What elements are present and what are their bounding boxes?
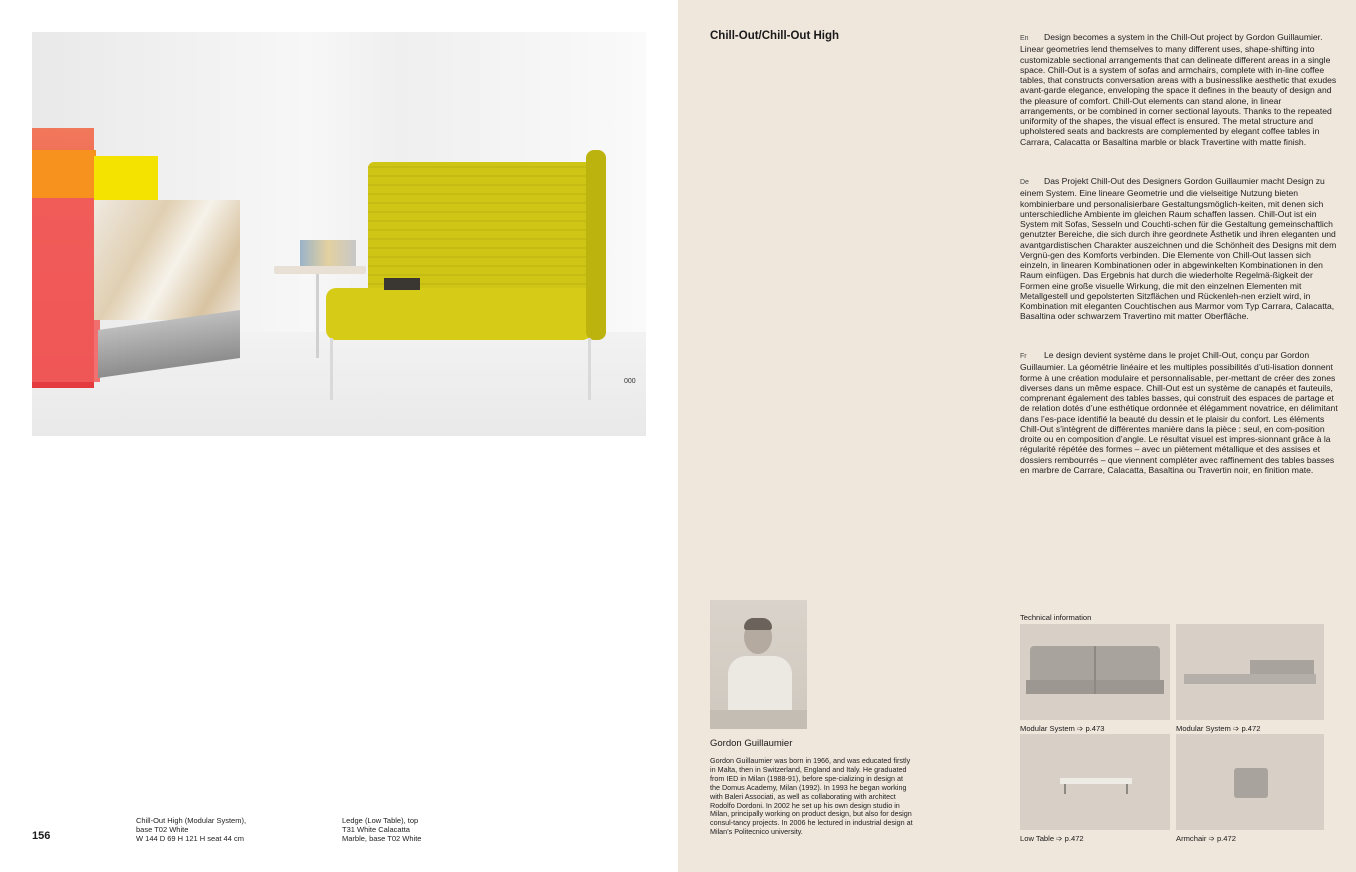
- designer-name: Gordon Guillaumier: [710, 738, 793, 749]
- table-top-shape: [1060, 778, 1132, 784]
- caption-line: Chill-Out High (Modular System),: [136, 816, 247, 825]
- sofa-leg: [588, 338, 591, 400]
- yellow-glass-panel: [94, 156, 158, 200]
- thumb-modular-high[interactable]: [1020, 624, 1170, 720]
- side-table-leg: [316, 274, 319, 358]
- thumb-label[interactable]: Modular System ➩ p.472: [1176, 724, 1261, 733]
- page-number: 156: [32, 830, 51, 842]
- marble-panel: [94, 200, 240, 320]
- designer-portrait: [710, 600, 807, 729]
- thumb-low-table[interactable]: [1020, 734, 1170, 830]
- body-text: Design becomes a system in the Chill-Out project by Gordon Guillaumier. Linear geometries lend themselves to many different uses, shape-shifting into customizable sectional arrangements that can delineate different areas in a single space. Chill-Out is a system of sofas and armchairs, complete with in-line coffee tables, that constructs conversation areas with a businesslike aesthetic that exudes avant-garde elegance, enveloping the space it defines in the beauty of design and the pleasure of comfort. Chill-Out elements can stand alone, in linear arrangements, or be combined in corner sectional layouts. Thanks to the repeated uniformity of the shapes, the visual effect is ensured. The metal structure and upholstered seats and backrests are complemented by elegant coffee tables in Carrara, Calacatta or Basaltina marble or black Travertine with matte finish.: [1020, 32, 1337, 147]
- language-tag: Fr: [1020, 353, 1027, 360]
- caption-line: Marble, base T02 White: [342, 834, 422, 843]
- text-english: [1020, 32, 1338, 147]
- table-leg-shape: [1126, 784, 1128, 794]
- thumb-label[interactable]: Low Table ➩ p.472: [1020, 834, 1084, 843]
- designer-bio: Gordon Guillaumier was born in 1966, and was educated firstly in Malta, then in Switzerland, England and Italy. He graduated from IED in Milan (1988-91), before spe-cializing in design at the Domus Academy, Milan (1992). In 1993 he began working with Baleri Associati, as well as collaborating with architect Rodolfo Dordoni. In 2002 he set up his own design studio in Milan, principally working on product design, but also for design consul-tancy projects. In 2006 he lectured in industrial design at Milan’s Politecnico university.: [710, 756, 913, 837]
- armchair-shape: [1234, 768, 1268, 798]
- caption-line: T31 White Calacatta: [342, 825, 410, 834]
- thumb-label[interactable]: Modular System ➩ p.473: [1020, 724, 1105, 733]
- caption-table: [342, 816, 421, 843]
- caption-line: base T02 White: [136, 825, 189, 834]
- product-title: Chill-Out/Chill-Out High: [710, 30, 840, 42]
- body-text: Das Projekt Chill-Out des Designers Gordon Guillaumier macht Design zu einem System. Eine lineare Geometrie und die vielseitige Nutzung bieten kombinierbare und personalisierbare Gestaltungsmöglich-keiten, mit denen sich unterschiedliche Ambiente im gleichen Raum schaffen lassen. Chill-Out ist ein System mit Sofas, Sesseln und Couchti-schen für die Gestaltung gemeinschaftlich genutzter Bereiche, die sich durch ihre geordnete Ästhetik und ihren eleganten und avantgardistischen Charakter auszeichnen und die Schönheit des Designs mit dem Vergnü-gen des Komforts verbinden. Die Elemente von Chill-Out lassen sich einzeln, in linearen Kombinationen oder in abgewinkelten Kombinationen in den Raum einfügen. Das Ergebnis hat durch die wiederholte Regelmä-ßigkeit der Formen eine große visuelle Wirkung, die mit den einzelnen Elementen mit Metallgestell und gepolsterten Sitzflächen und Rückenleh-nen erzielt wird, in Kombination mit eleganten Couchtischen aus Marmor vom Typ Carrara, Calacatta, Basaltina oder schwarzem Travertino mit matter Oberfläche.: [1020, 176, 1337, 322]
- sofa-seat: [326, 288, 592, 340]
- portrait-hair: [744, 618, 772, 630]
- sofa-divider-shape: [1094, 646, 1096, 694]
- portrait-body: [728, 656, 792, 716]
- thumb-armchair[interactable]: [1176, 734, 1324, 830]
- language-tag: En: [1020, 35, 1029, 42]
- box-on-sofa: [384, 278, 420, 290]
- product-photo: [32, 32, 646, 436]
- language-tag: De: [1020, 179, 1029, 186]
- side-table-top: [274, 266, 366, 274]
- body-text: Le design devient système dans le projet Chill-Out, conçu par Gordon Guillaumier. La géométrie linéaire et les multiples possibilités d’uti-lisation donnent forme à une création modulaire et personnalisable, per-mettant de créer des zones diverses dans un même espace. Chill-Out est un système de canapés et fauteuils, comprenant également des tables basses, qui construit des espaces de partage et de relation dotés d’une esthétique ordonnée et élégamment novatrice, en délimitant dans l’es-pace identifié la beauté du dessin et le plaisir du confort. Les éléments Chill-Out s’intègrent de différentes manière dans la pièce : seul, en com-position droite ou en composition d’angle. Le résultat visuel est impres-sionnant grâce à la régularité répétée des formes – avec un piètement métallique et des assises et dossiers rembourrés – que viennent compléter avec raffinement des tables basses en marbre de Carrare, Calacatta, Basaltina ou Travertin noir, en finition mate.: [1020, 350, 1338, 475]
- table-leg-shape: [1064, 784, 1066, 794]
- photo-number: 000: [624, 378, 636, 385]
- pink-glass-panel: [32, 192, 100, 382]
- technical-info-title: Technical information: [1020, 613, 1092, 622]
- thumb-label[interactable]: Armchair ➩ p.472: [1176, 834, 1236, 843]
- text-german: [1020, 176, 1338, 322]
- sofa-side-panel: [586, 150, 606, 340]
- text-french: [1020, 350, 1338, 475]
- caption-line: W 144 D 69 H 121 H seat 44 cm: [136, 834, 244, 843]
- thumb-modular-low[interactable]: [1176, 624, 1324, 720]
- portrait-desk: [710, 710, 807, 729]
- orange-glass-panel: [32, 150, 96, 198]
- books-on-table: [300, 240, 356, 266]
- sofa-seat-shape: [1184, 674, 1316, 684]
- caption-line: Ledge (Low Table), top: [342, 816, 419, 825]
- caption-sofa: [136, 816, 246, 843]
- sofa-leg: [330, 338, 333, 400]
